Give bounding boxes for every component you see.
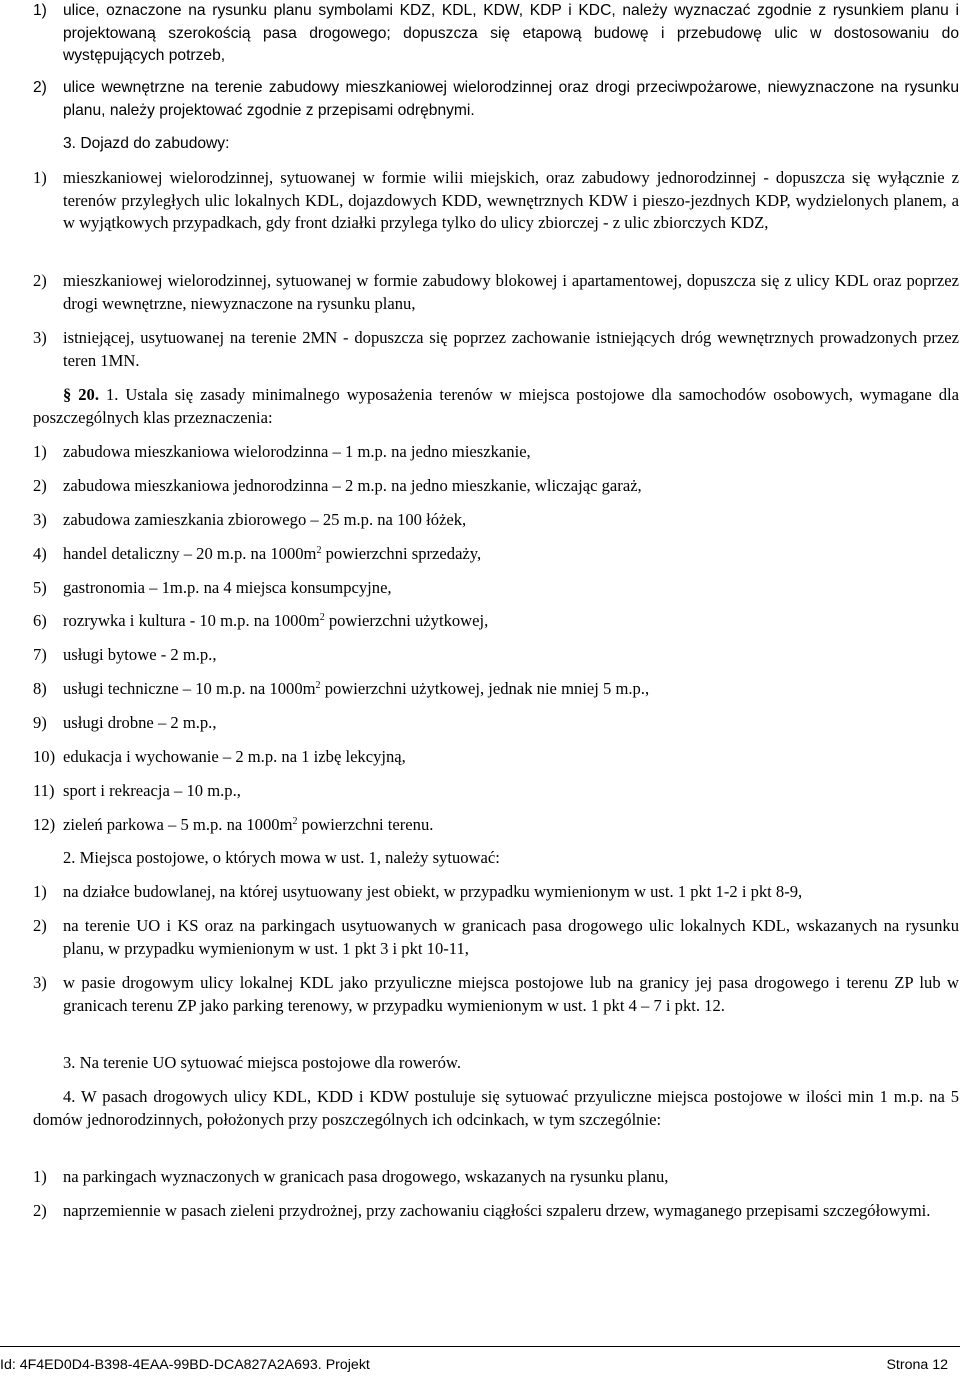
item-text: na terenie UO i KS oraz na parkingach usytuowanych w granicach pasa drogowego ulic lokalnych KDL, wskazanych na rysunku planu, w przypadku wymienionym w ust. 1 pkt 3 i pkt 10-11,	[63, 916, 959, 958]
item-number: 9)	[33, 713, 47, 732]
list-item	[33, 915, 959, 960]
superscript: 2	[315, 680, 321, 691]
list-item	[33, 509, 959, 532]
item-number: 1)	[33, 442, 47, 461]
item-number: 1)	[33, 2, 47, 19]
item-number: 5)	[33, 578, 47, 597]
paragraph-number: § 20.	[63, 385, 99, 404]
list-item	[33, 1166, 959, 1189]
item-text: mieszkaniowej wielorodzinnej, sytuowanej w formie zabudowy blokowej i apartamentowej, dopuszcza się z ulicy KDL oraz poprzez drogi wewnętrzne, niewyznaczone na rysunku planu,	[63, 271, 959, 313]
item-number: 8)	[33, 679, 47, 698]
section-heading: 3. Dojazd do zabudowy:	[63, 135, 230, 152]
item-text-post: powierzchni sprzedaży,	[321, 544, 482, 563]
list-item	[33, 644, 959, 667]
list-item	[33, 327, 959, 372]
item-number: 12)	[33, 815, 56, 834]
list-item	[33, 0, 959, 68]
footer-divider	[0, 1346, 960, 1347]
list-item	[33, 814, 959, 837]
list-item	[33, 577, 959, 600]
item-text: istniejącej, usytuowanej na terenie 2MN - dopuszcza się poprzez zachowanie istniejących dróg wewnętrznych prowadzonych przez teren 1MN.	[63, 328, 959, 370]
list-item	[33, 972, 959, 1017]
item-number: 2)	[33, 1201, 47, 1220]
document-id: Id: 4F4ED0D4-B398-4EAA-99BD-DCA827A2A693. Projekt	[0, 1357, 370, 1373]
item-text: naprzemiennie w pasach zieleni przydrożnej, przy zachowaniu ciągłości szpaleru drzew, wymaganego przepisami szczegółowymi.	[63, 1201, 931, 1220]
item-number: 1)	[33, 882, 47, 901]
item-text: sport i rekreacja – 10 m.p.,	[63, 781, 241, 800]
item-number: 11)	[33, 781, 55, 800]
list-item	[33, 712, 959, 735]
list-item	[33, 881, 959, 904]
section-heading: 2. Miejsca postojowe, o których mowa w ust. 1, należy sytuować:	[63, 848, 500, 867]
superscript: 2	[319, 612, 325, 623]
item-number: 2)	[33, 271, 47, 290]
list-item	[33, 77, 959, 122]
list-item	[33, 678, 959, 701]
list-item	[33, 746, 959, 769]
item-text: ulice wewnętrzne na terenie zabudowy mieszkaniowej wielorodzinnej oraz drogi przeciwpożarowe, niewyznaczone na rysunku planu, należy projektować zgodnie z przepisami odrębnymi.	[63, 79, 959, 119]
item-number: 4)	[33, 544, 47, 563]
superscript: 2	[292, 816, 298, 827]
item-number: 3)	[33, 510, 47, 529]
item-text-post: powierzchni użytkowej,	[324, 611, 489, 630]
item-text-post: powierzchni terenu.	[297, 815, 434, 834]
item-number: 6)	[33, 611, 47, 630]
list-item	[33, 167, 959, 235]
paragraph-20	[33, 384, 959, 429]
item-text: ulice, oznaczone na rysunku planu symbolami KDZ, KDL, KDW, KDP i KDC, należy wyznaczać zgodnie z rysunkiem planu i projektowaną szerokością pasa drogowego; dopuszcza się etapową budowę i przebudowę ulic w dostosowaniu do występujących potrzeb,	[63, 2, 959, 65]
item-text: na działce budowlanej, na której usytuowany jest obiekt, w przypadku wymienionym w ust. 1 pkt 1-2 i pkt 8-9,	[63, 882, 803, 901]
page-number: Strona 12	[886, 1357, 948, 1373]
item-text-pre: usługi techniczne – 10 m.p. na 1000m	[63, 679, 316, 698]
section-paragraph: 4. W pasach drogowych ulicy KDL, KDD i KDW postuluje się sytuować przyuliczne miejsca postojowe w ilości min 1 m.p. na 5 domów jednorodzinnych, położonych przy poszczególnych ich odcinkach, w tym szczególnie:	[33, 1087, 959, 1129]
superscript: 2	[316, 545, 322, 556]
item-text: zabudowa mieszkaniowa wielorodzinna – 1 m.p. na jedno mieszkanie,	[63, 442, 531, 461]
list-item	[33, 270, 959, 315]
list-item	[33, 475, 959, 498]
section-paragraph: 3. Na terenie UO sytuować miejsca postojowe dla rowerów.	[63, 1053, 461, 1072]
item-text-pre: zieleń parkowa – 5 m.p. na 1000m	[63, 815, 293, 834]
item-text: w pasie drogowym ulicy lokalnej KDL jako przyuliczne miejsca postojowe lub na granicy jej pasa drogowego i terenu ZP lub w granicach terenu ZP jako parking terenowy, w przypadku wymienionym w ust. 1 pkt 4 – 7 i pkt. 12.	[63, 973, 959, 1015]
list-item	[33, 441, 959, 464]
item-text: mieszkaniowej wielorodzinnej, sytuowanej w formie wilii miejskich, oraz zabudowy jednorodzinnej - dopuszcza się wyłącznie z terenów przyległych ulic lokalnych KDL, dojazdowych KDD, wewnętrznych KDW i pieszo-jezdnych KDP, wydzielonych planem, a w wyjątkowych przypadkach, gdy front działki przylega tylko do ulicy zbiorczej - z ulic zbiorczych KDZ,	[63, 168, 959, 233]
item-number: 3)	[33, 973, 47, 992]
item-number: 1)	[33, 168, 47, 187]
item-text: gastronomia – 1m.p. na 4 miejsca konsumpcyjne,	[63, 578, 392, 597]
item-number: 2)	[33, 476, 47, 495]
list-item	[33, 1200, 959, 1223]
item-text-pre: handel detaliczny – 20 m.p. na 1000m	[63, 544, 317, 563]
item-number: 2)	[33, 916, 47, 935]
item-text-post: powierzchni użytkowej, jednak nie mniej 5 m.p.,	[320, 679, 650, 698]
list-item	[33, 543, 959, 566]
item-number: 10)	[33, 747, 56, 766]
item-text: usługi drobne – 2 m.p.,	[63, 713, 217, 732]
item-text: zabudowa mieszkaniowa jednorodzinna – 2 m.p. na jedno mieszkanie, wliczając garaż,	[63, 476, 642, 495]
item-number: 7)	[33, 645, 47, 664]
item-text: edukacja i wychowanie – 2 m.p. na 1 izbę lekcyjną,	[63, 747, 406, 766]
item-text: usługi bytowe - 2 m.p.,	[63, 645, 217, 664]
paragraph-intro: 1. Ustala się zasady minimalnego wyposażenia terenów w miejsca postojowe dla samochodów osobowych, wymagane dla poszczególnych klas przeznaczenia:	[33, 385, 960, 427]
item-number: 1)	[33, 1167, 47, 1186]
item-text-pre: rozrywka i kultura - 10 m.p. na 1000m	[63, 611, 320, 630]
list-item	[33, 610, 959, 633]
item-number: 3)	[33, 328, 47, 347]
list-item	[33, 780, 959, 803]
item-text: na parkingach wyznaczonych w granicach pasa drogowego, wskazanych na rysunku planu,	[63, 1167, 669, 1186]
item-number: 2)	[33, 79, 47, 96]
item-text: zabudowa zamieszkania zbiorowego – 25 m.p. na 100 łóżek,	[63, 510, 467, 529]
